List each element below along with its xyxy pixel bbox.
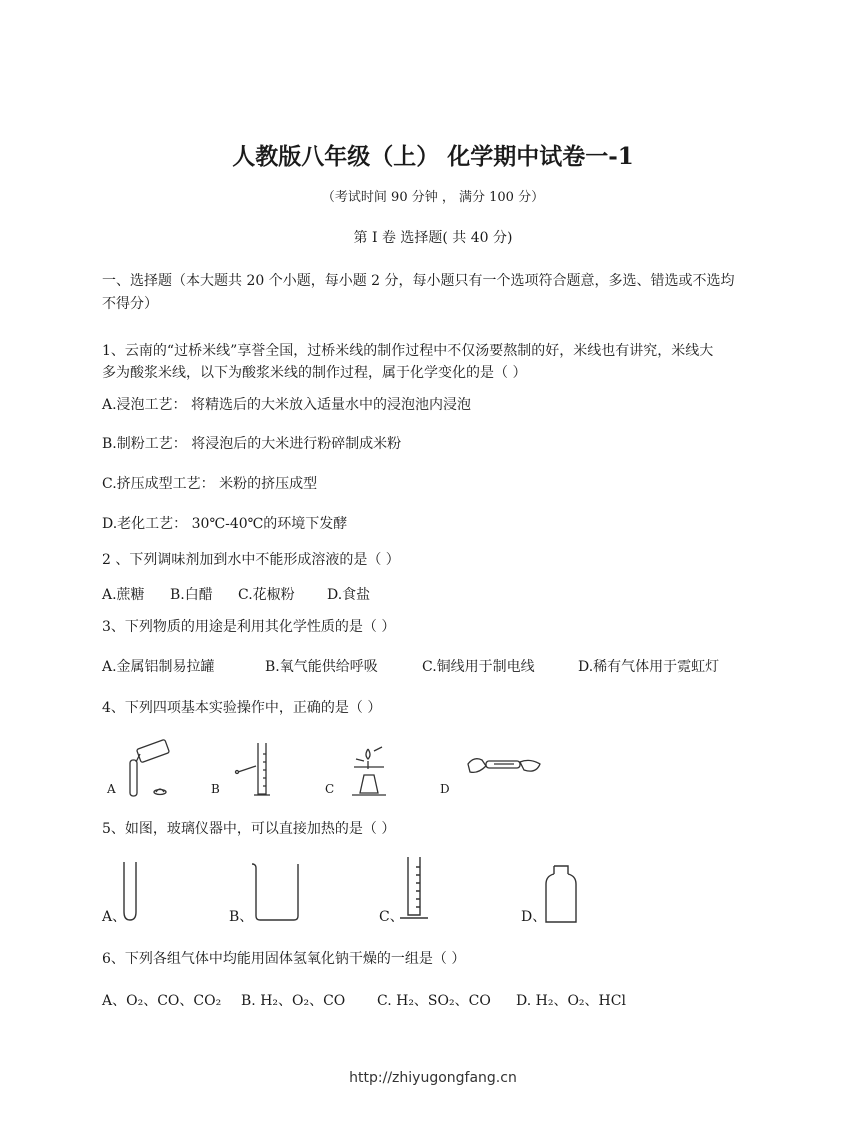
q4-figure-d-heating-test-tube: [464, 752, 544, 782]
q3-stem: 3、下列物质的用途是利用其化学性质的是（ ）: [102, 619, 396, 635]
q4-figure-b-cylinder-reading: [232, 740, 282, 800]
q3-option-c: C.铜线用于制电线: [422, 659, 535, 675]
q6-stem: 6、下列各组气体中均能用固体氢氧化钠干燥的一组是（ ）: [102, 951, 466, 967]
q6-option-b: B. H₂、O₂、CO: [241, 993, 346, 1009]
footer-url: http://zhiyugongfang.cn: [349, 1070, 517, 1086]
exam-subtitle: （考试时间 90 分钟 ， 满分 100 分）: [321, 190, 545, 205]
q5-figure-d-reagent-bottle: [542, 864, 580, 924]
q5-label-b: B、: [229, 909, 254, 925]
q1-option-d: D.老化工艺： 30℃-40℃的环境下发酵: [102, 516, 348, 532]
q4-figure-a-pouring-liquid: [118, 740, 178, 800]
q1-option-a: A.浸泡工艺： 将精选后的大米放入适量水中的浸泡池内浸泡: [102, 397, 472, 413]
q5-label-d: D、: [521, 909, 547, 925]
q2-stem: 2 、下列调味剂加到水中不能形成溶液的是（ ）: [102, 552, 400, 568]
q2-option-b: B.白醋: [170, 587, 213, 603]
q5-figure-b-beaker: [248, 862, 304, 922]
q4-label-a: A: [107, 782, 116, 796]
q4-stem: 4、下列四项基本实验操作中，正确的是（ ）: [102, 700, 382, 716]
section-heading: 第 I 卷 选择题( 共 40 分): [353, 230, 513, 246]
q5-label-a: A、: [102, 909, 127, 925]
q5-stem: 5、如图，玻璃仪器中，可以直接加热的是（ ）: [102, 821, 396, 837]
q3-option-b: B.氧气能供给呼吸: [265, 659, 378, 675]
q3-option-d: D.稀有气体用于霓虹灯: [578, 659, 720, 675]
instructions-line-1: 一、选择题（本大题共 20 个小题，每小题 2 分，每小题只有一个选项符合题意，多选、错选或不选均: [102, 273, 735, 289]
exam-title: 人教版八年级（上） 化学期中试卷一-1: [232, 143, 634, 170]
instructions-line-2: 不得分）: [102, 296, 158, 312]
q6-option-c: C. H₂、SO₂、CO: [377, 993, 491, 1009]
q5-label-c: C、: [379, 909, 404, 925]
q4-figure-c-alcohol-lamp: [344, 745, 394, 800]
q1-option-c: C.挤压成型工艺： 米粉的挤压成型: [102, 476, 318, 492]
q2-option-d: D.食盐: [327, 587, 371, 603]
q6-option-a: A、O₂、CO、CO₂: [102, 993, 222, 1009]
q4-label-d: D: [440, 782, 450, 796]
q4-label-b: B: [211, 782, 220, 796]
q2-option-a: A.蔗糖: [102, 587, 145, 603]
q2-option-c: C.花椒粉: [238, 587, 295, 603]
q1-option-b: B.制粉工艺： 将浸泡后的大米进行粉碎制成米粉: [102, 436, 402, 452]
q4-label-c: C: [325, 782, 335, 796]
q1-stem-line-1: 1、云南的“过桥米线”享誉全国，过桥米线的制作过程中不仅汤要熬制的好，米线也有讲究，米线大: [102, 343, 714, 359]
q1-stem-line-2: 多为酸浆米线，以下为酸浆米线的制作过程，属于化学变化的是（ ）: [102, 365, 527, 381]
q3-option-a: A.金属铝制易拉罐: [102, 659, 215, 675]
q6-option-d: D. H₂、O₂、HCl: [516, 993, 626, 1009]
